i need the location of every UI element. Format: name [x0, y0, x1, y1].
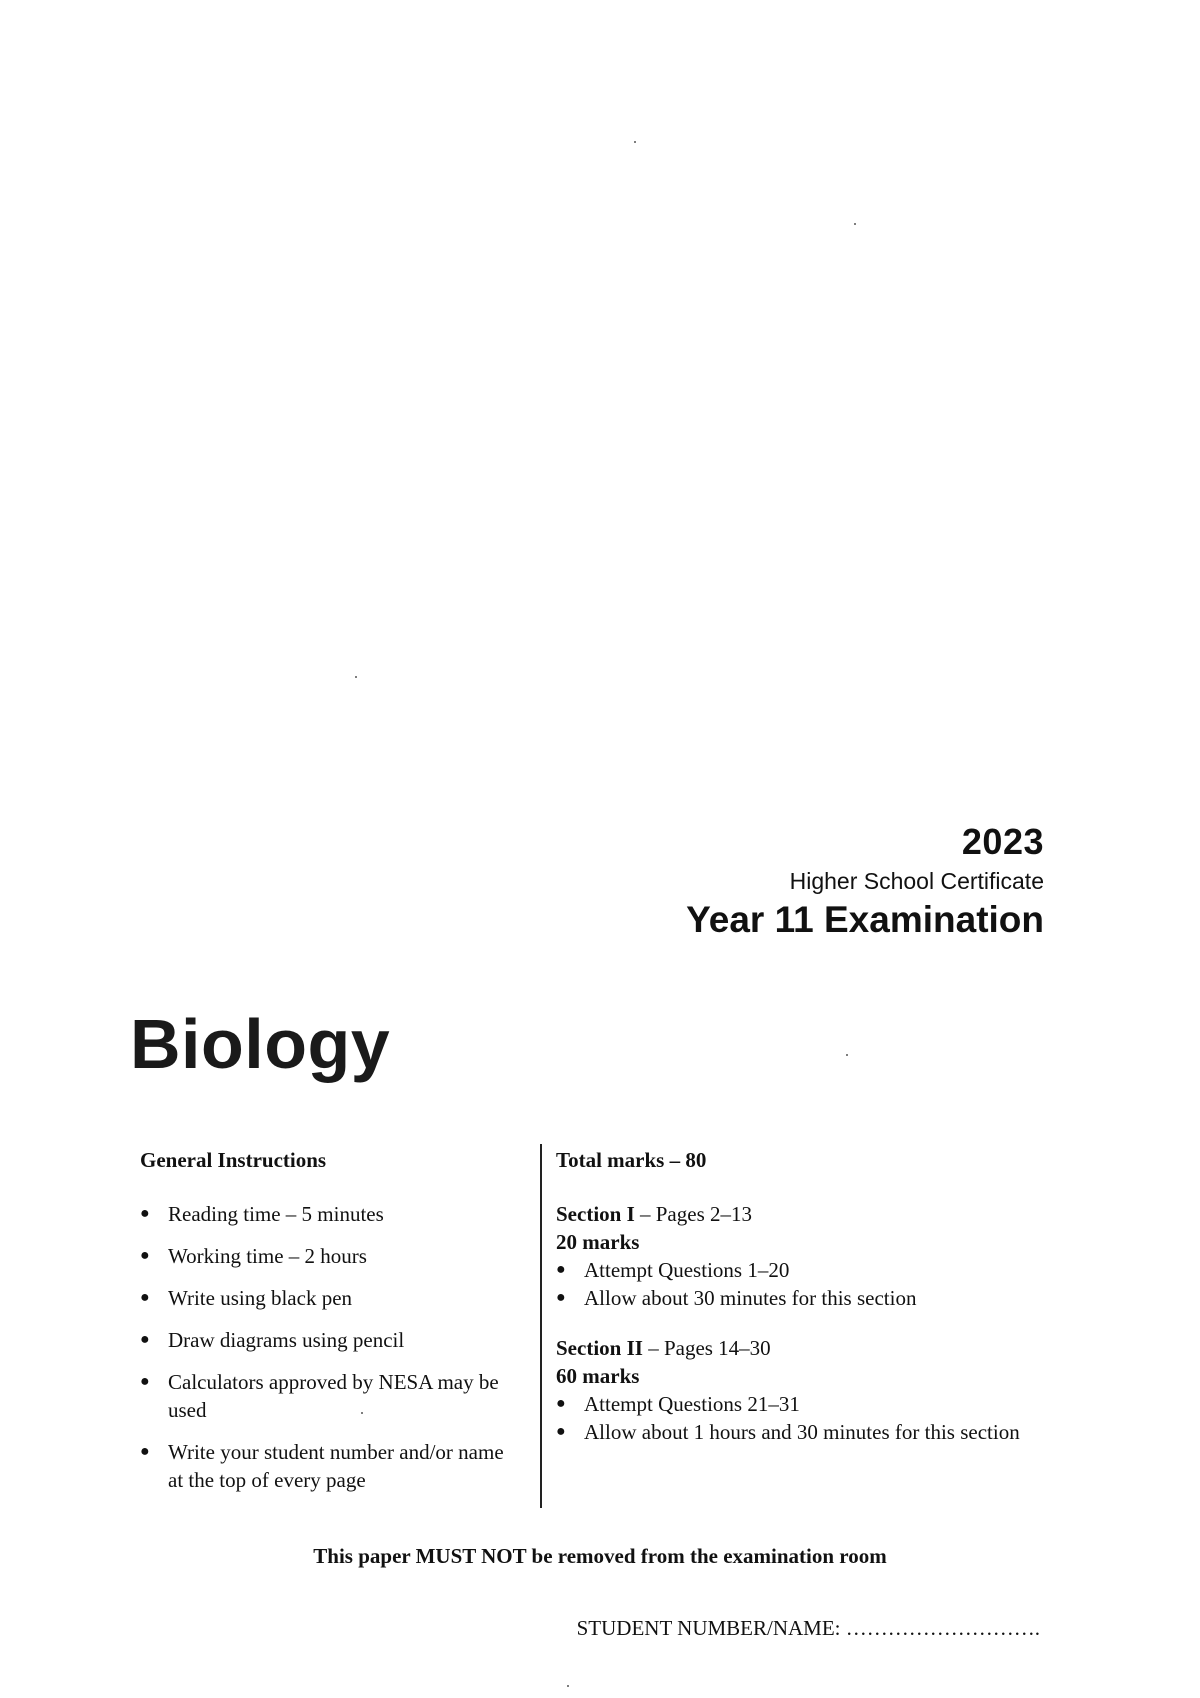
total-marks: Total marks – 80	[556, 1148, 707, 1172]
general-instructions-heading: General Instructions	[140, 1148, 327, 1172]
bullet-icon: ●	[140, 1247, 150, 1264]
scan-speck	[846, 1054, 848, 1056]
bullet-icon: ●	[556, 1423, 566, 1440]
list-item: ● Working time – 2 hours	[140, 1244, 367, 1268]
instructions-list	[140, 1200, 520, 1494]
bullet-icon: ●	[140, 1443, 150, 1460]
section-two-title: Section II – Pages 14–30	[556, 1336, 771, 1360]
marks-summary	[556, 1146, 1026, 1468]
exam-year: 2023	[961, 821, 1044, 862]
section-two-marks: 60 marks	[556, 1364, 640, 1388]
scan-speck	[854, 223, 856, 225]
scan-speck	[355, 676, 357, 678]
bullet-icon: ●	[140, 1331, 150, 1348]
section-one-list	[556, 1256, 1026, 1312]
list-item: ● Attempt Questions 21–31	[556, 1392, 800, 1416]
scan-speck	[634, 141, 636, 143]
scan-speck	[567, 1685, 569, 1687]
bullet-icon: ●	[556, 1289, 566, 1306]
section-two	[556, 1334, 1026, 1446]
student-number-field: STUDENT NUMBER/NAME: ……………………….	[576, 1616, 1040, 1640]
list-item: ● Write using black pen	[140, 1286, 353, 1310]
section-one	[556, 1200, 1026, 1312]
section-two-list	[556, 1390, 1026, 1446]
exam-header	[686, 822, 1044, 942]
removal-warning: This paper MUST NOT be removed from the examination room	[313, 1544, 887, 1568]
list-item: ● Calculators approved by NESA may be used	[140, 1370, 499, 1422]
list-item: ● Allow about 30 minutes for this section	[556, 1286, 917, 1310]
list-item: ● Reading time – 5 minutes	[140, 1202, 384, 1226]
bullet-icon: ●	[140, 1289, 150, 1306]
section-one-title: Section I – Pages 2–13	[556, 1202, 752, 1226]
list-item: ● Attempt Questions 1–20	[556, 1258, 790, 1282]
list-item: ● Draw diagrams using pencil	[140, 1328, 405, 1352]
list-item: ● Write your student number and/or name at the top of every page	[140, 1440, 504, 1492]
general-instructions	[140, 1146, 520, 1508]
column-divider	[540, 1144, 542, 1508]
bullet-icon: ●	[140, 1373, 150, 1390]
bullet-icon: ●	[556, 1395, 566, 1412]
bullet-icon: ●	[556, 1261, 566, 1278]
section-one-marks: 20 marks	[556, 1230, 640, 1254]
certificate-name: Higher School Certificate	[789, 868, 1044, 894]
exam-title: Year 11 Examination	[686, 899, 1044, 940]
bullet-icon: ●	[140, 1205, 150, 1222]
subject-title: Biology	[130, 1005, 391, 1083]
list-item: ● Allow about 1 hours and 30 minutes for this section	[556, 1420, 1020, 1444]
